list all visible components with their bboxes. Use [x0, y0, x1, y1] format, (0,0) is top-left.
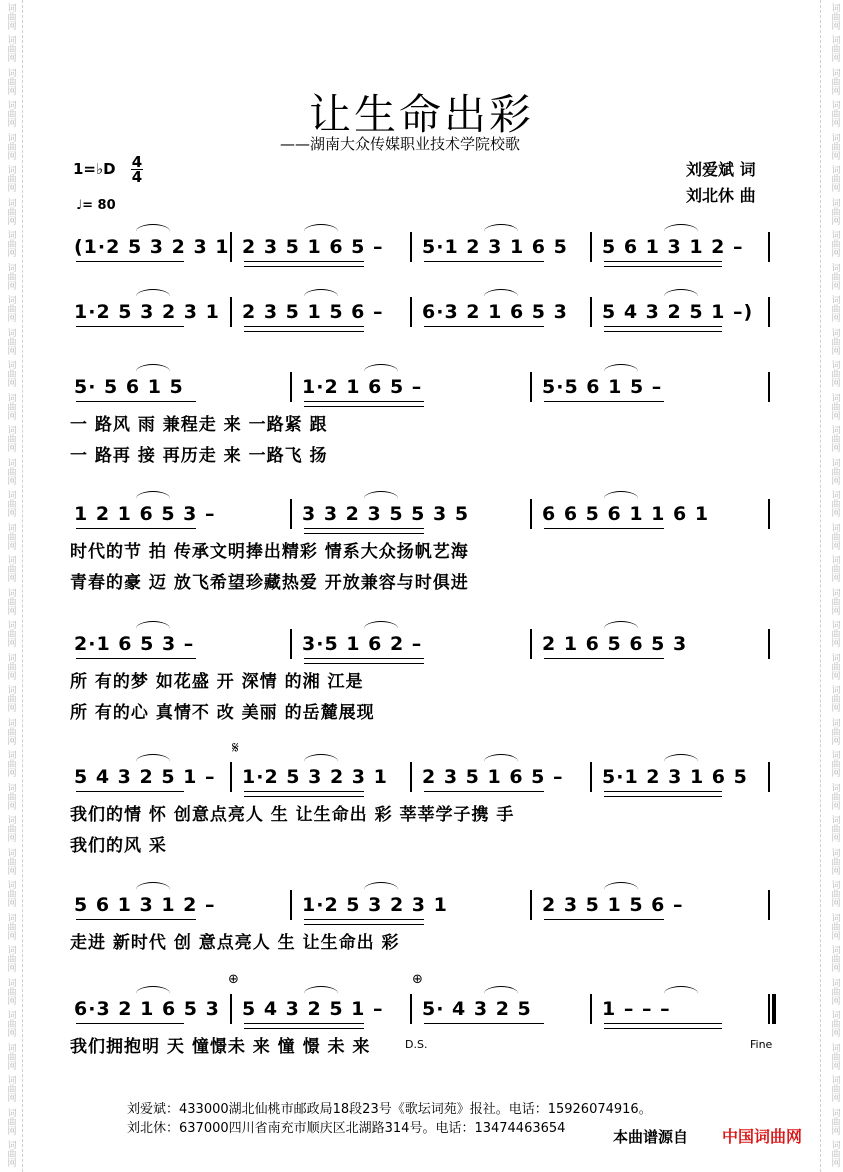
- song-subtitle: ——湖南大众传媒职业技术学院校歌: [280, 135, 521, 153]
- measure-notes: 5· 4 3 2 5: [422, 998, 532, 1020]
- watermark-glyph: 词曲网: [5, 652, 16, 680]
- song-title: 让生命出彩: [308, 90, 534, 139]
- slur-arc: [136, 224, 170, 239]
- composer-contact: 刘北休：637000四川省南充市顺庆区北湖路314号。电话：13474463654: [127, 1121, 566, 1136]
- beam-line: [544, 658, 664, 659]
- lyric-line-2: 我们的风 采: [70, 836, 167, 856]
- watermark-glyph: 词曲网: [829, 1042, 840, 1070]
- slur-arc: [664, 224, 698, 239]
- slur-arc: [304, 224, 338, 239]
- watermark-glyph: 词曲网: [5, 717, 16, 745]
- bar-line: [290, 629, 292, 659]
- measure-notes: 6 6 5 6 1 1 6 1: [542, 503, 710, 525]
- slur-arc: [304, 986, 338, 1001]
- watermark-glyph: 词曲网: [5, 587, 16, 615]
- watermark-glyph: 词曲网: [5, 67, 16, 95]
- beam-line: [604, 791, 722, 797]
- bar-line: [768, 629, 770, 659]
- watermark-glyph: 词曲网: [5, 2, 16, 30]
- bar-line: [590, 762, 592, 792]
- lyric-line-1: 所 有的梦 如花盛 开 深情 的湘 江是: [70, 672, 364, 692]
- composer-credit: 刘北休 曲: [686, 186, 756, 205]
- measure-notes: 1 2 1 6 5 3 –: [74, 503, 216, 525]
- measure-notes: 3 3 2 3 5 5 3 5: [302, 503, 470, 525]
- beam-line: [604, 261, 722, 267]
- beam-line: [76, 528, 196, 529]
- bar-line: [410, 994, 412, 1024]
- lyric-line-1: 我们拥抱明 天 憧憬未 来 憧 憬 未 来: [70, 1037, 371, 1057]
- slur-arc: [484, 754, 518, 769]
- watermark-glyph: 词曲网: [829, 457, 840, 485]
- notation-system: [66, 370, 786, 404]
- bar-line: [590, 297, 592, 327]
- watermark-glyph: 词曲网: [5, 912, 16, 940]
- watermark-glyph: 词曲网: [829, 685, 840, 713]
- watermark-glyph: 词曲网: [829, 230, 840, 258]
- bar-line: [410, 297, 412, 327]
- beam-line: [304, 919, 424, 925]
- watermark-glyph: 词曲网: [829, 880, 840, 908]
- watermark-glyph: 词曲网: [829, 587, 840, 615]
- watermark-glyph: 词曲网: [5, 685, 16, 713]
- measure-notes: 2 3 5 1 6 5 –: [422, 766, 564, 788]
- beam-line: [304, 528, 424, 534]
- watermark-glyph: 词曲网: [5, 1010, 16, 1038]
- notation-system: [66, 888, 786, 922]
- lyric-line-1: 走进 新时代 创 意点亮人 生 让生命出 彩: [70, 933, 400, 953]
- watermark-glyph: 词曲网: [5, 35, 16, 63]
- lyric-line-2: 一 路再 接 再历走 来 一路飞 扬: [70, 446, 328, 466]
- notation-system: [66, 295, 786, 329]
- watermark-glyph: 词曲网: [5, 1075, 16, 1103]
- measure-notes: 1·2 5 3 2 3 1: [242, 766, 388, 788]
- beam-line: [244, 261, 364, 267]
- left-watermark: [2, 0, 18, 1172]
- slur-arc: [136, 364, 170, 379]
- bar-line: [768, 499, 770, 529]
- watermark-glyph: 词曲网: [5, 1042, 16, 1070]
- bar-line: [768, 372, 770, 402]
- watermark-glyph: 词曲网: [829, 295, 840, 323]
- watermark-glyph: 词曲网: [829, 620, 840, 648]
- beam-line: [604, 1023, 722, 1029]
- slur-arc: [136, 986, 170, 1001]
- measure-notes: 5·5 6 1 5 –: [542, 376, 663, 398]
- watermark-glyph: 词曲网: [829, 2, 840, 30]
- beam-line: [76, 791, 184, 792]
- measure-notes: 1 – – –: [602, 998, 671, 1020]
- watermark-glyph: 词曲网: [5, 230, 16, 258]
- measure-notes: 5 4 3 2 5 1 –: [74, 766, 216, 788]
- watermark-glyph: 词曲网: [829, 35, 840, 63]
- left-margin-line: [22, 0, 23, 1172]
- right-watermark: [826, 0, 842, 1172]
- watermark-glyph: 词曲网: [829, 360, 840, 388]
- bar-line: [290, 372, 292, 402]
- watermark-glyph: 词曲网: [829, 1140, 840, 1168]
- bar-line: [230, 297, 232, 327]
- measure-notes: 1·2 5 3 2 3 1: [74, 301, 220, 323]
- slur-arc: [136, 754, 170, 769]
- bar-line: [410, 232, 412, 262]
- watermark-glyph: 词曲网: [829, 165, 840, 193]
- watermark-glyph: 词曲网: [829, 522, 840, 550]
- measure-notes: 5·1 2 3 1 6 5: [602, 766, 748, 788]
- slur-arc: [484, 986, 518, 1001]
- watermark-glyph: 词曲网: [5, 815, 16, 843]
- bar-line: [768, 994, 770, 1024]
- slur-arc: [364, 364, 398, 379]
- slur-arc: [304, 289, 338, 304]
- slur-arc: [364, 621, 398, 636]
- measure-notes: 5 6 1 3 1 2 –: [74, 894, 216, 916]
- watermark-glyph: 词曲网: [5, 262, 16, 290]
- watermark-glyph: 词曲网: [829, 1075, 840, 1103]
- watermark-glyph: 词曲网: [829, 847, 840, 875]
- lyricist-credit: 刘爱斌 词: [686, 160, 756, 179]
- tempo-marking: ♩= 80: [76, 198, 116, 213]
- measure-notes: 5 4 3 2 5 1 –): [602, 301, 754, 323]
- measure-notes: 2·1 6 5 3 –: [74, 633, 195, 655]
- bar-line: [530, 890, 532, 920]
- watermark-glyph: 词曲网: [829, 977, 840, 1005]
- bar-line: [230, 994, 232, 1024]
- watermark-glyph: 词曲网: [829, 782, 840, 810]
- measure-notes: 1·2 1 6 5 –: [302, 376, 423, 398]
- watermark-glyph: 词曲网: [829, 425, 840, 453]
- slur-arc: [136, 289, 170, 304]
- slur-arc: [604, 491, 638, 506]
- measure-notes: 2 3 5 1 6 5 –: [242, 236, 384, 258]
- watermark-glyph: 词曲网: [5, 132, 16, 160]
- beam-line: [244, 326, 364, 332]
- dal-segno-mark: D.S.: [405, 1038, 428, 1051]
- watermark-glyph: 词曲网: [5, 457, 16, 485]
- watermark-glyph: 词曲网: [829, 912, 840, 940]
- bar-line: [530, 372, 532, 402]
- beam-line: [304, 658, 424, 664]
- lyric-line-1: 一 路风 雨 兼程走 来 一路紧 跟: [70, 415, 328, 435]
- watermark-glyph: 词曲网: [829, 815, 840, 843]
- watermark-glyph: 词曲网: [5, 880, 16, 908]
- watermark-glyph: 词曲网: [5, 425, 16, 453]
- measure-notes: (1·2 5 3 2 3 1: [74, 236, 230, 258]
- measure-notes: 2 3 5 1 5 6 –: [542, 894, 684, 916]
- watermark-glyph: 词曲网: [829, 945, 840, 973]
- slur-arc: [604, 621, 638, 636]
- measure-notes: 2 1 6 5 6 5 3: [542, 633, 688, 655]
- watermark-glyph: 词曲网: [5, 522, 16, 550]
- watermark-glyph: 词曲网: [829, 197, 840, 225]
- watermark-glyph: 词曲网: [829, 1107, 840, 1135]
- lyric-line-1: 时代的节 拍 传承文明捧出精彩 情系大众扬帆艺海: [70, 542, 469, 562]
- beam-line: [604, 326, 722, 332]
- bar-line: [768, 297, 770, 327]
- fine-mark: Fine: [750, 1038, 773, 1051]
- beam-line: [76, 401, 196, 402]
- bar-line: [590, 232, 592, 262]
- lyricist-contact: 刘爱斌：433000湖北仙桃市邮政局18段23号《歌坛词苑》报社。电话：15926074916。: [127, 1102, 652, 1117]
- measure-notes: 5 6 1 3 1 2 –: [602, 236, 744, 258]
- measure-notes: 6·3 2 1 6 5 3: [74, 998, 220, 1020]
- slur-arc: [364, 882, 398, 897]
- slur-arc: [604, 364, 638, 379]
- measure-notes: 5· 5 6 1 5: [74, 376, 184, 398]
- beam-line: [424, 1023, 544, 1024]
- beam-line: [424, 791, 544, 792]
- key-signature: 1=♭D: [73, 160, 116, 178]
- bar-line: [768, 762, 770, 792]
- watermark-glyph: 词曲网: [5, 165, 16, 193]
- beam-line: [544, 401, 664, 402]
- right-margin-line: [820, 0, 821, 1172]
- bar-line: [230, 762, 232, 792]
- source-label: 本曲谱源自: [613, 1128, 689, 1146]
- bar-line: [290, 499, 292, 529]
- bar-line: [230, 232, 232, 262]
- source-site-link[interactable]: 中国词曲网: [722, 1127, 803, 1146]
- beam-line: [544, 528, 664, 529]
- watermark-glyph: 词曲网: [5, 945, 16, 973]
- beam-line: [544, 919, 664, 920]
- notation-system: [66, 497, 786, 531]
- measure-notes: 1·2 5 3 2 3 1: [302, 894, 448, 916]
- watermark-glyph: 词曲网: [5, 555, 16, 583]
- time-signature: [131, 155, 143, 184]
- watermark-glyph: 词曲网: [829, 67, 840, 95]
- watermark-glyph: 词曲网: [5, 1107, 16, 1135]
- bar-line: [530, 499, 532, 529]
- slur-arc: [484, 289, 518, 304]
- bar-line: [410, 762, 412, 792]
- watermark-glyph: 词曲网: [829, 132, 840, 160]
- watermark-glyph: 词曲网: [5, 490, 16, 518]
- slur-arc: [664, 289, 698, 304]
- watermark-glyph: 词曲网: [5, 620, 16, 648]
- watermark-glyph: 词曲网: [829, 555, 840, 583]
- beam-line: [76, 261, 184, 262]
- lyric-line-2: 所 有的心 真情不 改 美丽 的岳麓展现: [70, 703, 375, 723]
- watermark-glyph: 词曲网: [5, 100, 16, 128]
- notation-system: [66, 230, 786, 264]
- watermark-glyph: 词曲网: [5, 847, 16, 875]
- slur-arc: [136, 491, 170, 506]
- watermark-glyph: 词曲网: [5, 295, 16, 323]
- measure-notes: 2 3 5 1 5 6 –: [242, 301, 384, 323]
- beam-line: [76, 919, 196, 920]
- measure-notes: 5 4 3 2 5 1 –: [242, 998, 384, 1020]
- measure-notes: 5·1 2 3 1 6 5: [422, 236, 568, 258]
- watermark-glyph: 词曲网: [829, 652, 840, 680]
- watermark-glyph: 词曲网: [829, 1010, 840, 1038]
- watermark-glyph: 词曲网: [5, 360, 16, 388]
- watermark-glyph: 词曲网: [829, 100, 840, 128]
- coda-sign-1: ⊕: [228, 972, 239, 987]
- slur-arc: [664, 986, 698, 1001]
- slur-arc: [136, 621, 170, 636]
- watermark-glyph: 词曲网: [829, 490, 840, 518]
- slur-arc: [304, 754, 338, 769]
- time-sig-top: 4: [131, 153, 143, 171]
- watermark-glyph: 词曲网: [5, 1140, 16, 1168]
- watermark-glyph: 词曲网: [5, 750, 16, 778]
- final-bar-line: [772, 994, 776, 1024]
- slur-arc: [484, 224, 518, 239]
- watermark-glyph: 词曲网: [5, 392, 16, 420]
- beam-line: [76, 326, 184, 327]
- bar-line: [768, 890, 770, 920]
- slur-arc: [136, 882, 170, 897]
- notation-system: [66, 627, 786, 661]
- lyric-line-1: 我们的情 怀 创意点亮人 生 让生命出 彩 莘莘学子携 手: [70, 805, 515, 825]
- beam-line: [244, 791, 364, 797]
- beam-line: [76, 1023, 184, 1024]
- beam-line: [424, 261, 544, 262]
- lyric-line-2: 青春的豪 迈 放飞希望珍藏热爱 开放兼容与时俱进: [70, 573, 469, 593]
- time-sig-bottom: 4: [131, 168, 143, 186]
- watermark-glyph: 词曲网: [5, 197, 16, 225]
- watermark-glyph: 词曲网: [829, 327, 840, 355]
- watermark-glyph: 词曲网: [829, 750, 840, 778]
- slur-arc: [604, 882, 638, 897]
- notation-system: [66, 992, 786, 1026]
- beam-line: [244, 1023, 364, 1029]
- measure-notes: 6·3 2 1 6 5 3: [422, 301, 568, 323]
- watermark-glyph: 词曲网: [5, 327, 16, 355]
- beam-line: [424, 326, 544, 327]
- bar-line: [530, 629, 532, 659]
- watermark-glyph: 词曲网: [829, 262, 840, 290]
- watermark-glyph: 词曲网: [5, 782, 16, 810]
- watermark-glyph: 词曲网: [5, 977, 16, 1005]
- measure-notes: 3·5 1 6 2 –: [302, 633, 423, 655]
- notation-system: [66, 760, 786, 794]
- slur-arc: [364, 491, 398, 506]
- watermark-glyph: 词曲网: [829, 717, 840, 745]
- beam-line: [304, 401, 424, 407]
- segno-sign: 𝄋: [232, 738, 239, 757]
- bar-line: [590, 994, 592, 1024]
- slur-arc: [664, 754, 698, 769]
- bar-line: [768, 232, 770, 262]
- beam-line: [76, 658, 196, 659]
- watermark-glyph: 词曲网: [829, 392, 840, 420]
- coda-sign-2: ⊕: [412, 972, 423, 987]
- bar-line: [290, 890, 292, 920]
